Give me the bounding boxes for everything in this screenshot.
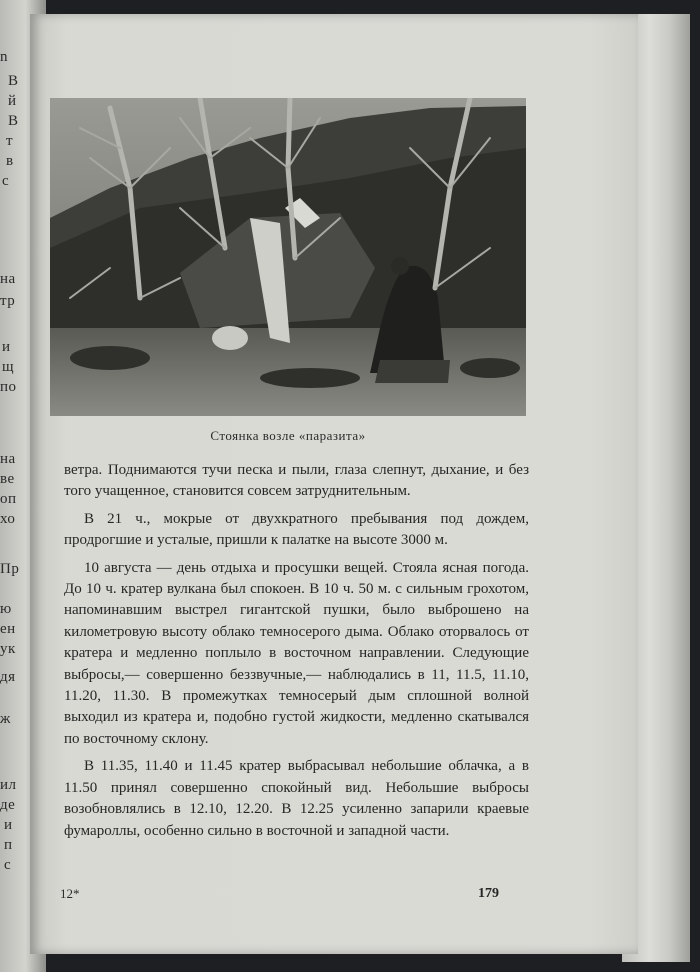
paragraph: 10 августа — день отдыха и просушки вещей. Стояла ясная погода. До 10 ч. кратер вулкана был спокоен. В 10 ч. 50 м. с сильным грохотом, напоминавшим выстрел гигантской пушки, было выброшено на километровую высоту облако темносерого дыма. Облако оторвалось от кратера и медленно поплыло в восточном направлении. Следующие выбросы,— совершенно беззвучные,— наблюдались в 11, 11.5, 11.10, 11.20, 11.30. В промежутках темносерый дым сплошной волной выходил из кратера и, подобно густой жидкости, медленно скатывался по восточному склону. bbox=[64, 559, 529, 747]
left-page-line: й bbox=[8, 93, 17, 109]
left-page-line: на bbox=[0, 451, 16, 467]
left-page-line: в bbox=[6, 153, 14, 169]
left-page-line: хо bbox=[0, 511, 16, 527]
paragraph: В 21 ч., мокрые от двухкратного пребывания под дождем, продрогшие и усталые, пришли к палатке на высоте 3000 м. bbox=[64, 510, 529, 549]
left-page-line: с bbox=[2, 173, 10, 189]
left-page-line: на bbox=[0, 271, 16, 287]
left-page-line: B bbox=[8, 73, 19, 89]
left-page-line: n bbox=[0, 49, 8, 65]
left-page-line: ж bbox=[0, 711, 11, 727]
left-page-line: B bbox=[8, 113, 19, 129]
body-text bbox=[64, 460, 529, 848]
left-page-line: и bbox=[2, 339, 11, 355]
campsite-photo bbox=[50, 98, 526, 416]
left-page-line: ен bbox=[0, 621, 16, 637]
page-number: 179 bbox=[478, 886, 499, 901]
paragraph: ветра. Поднимаются тучи песка и пыли, глаза слепнут, дыхание, и без того учащенное, становится совсем затруднительным. bbox=[64, 462, 529, 500]
paragraph: В 11.35, 11.40 и 11.45 кратер выбрасывал небольшие облачка, а в 11.50 принял совершенно спокойный вид. Небольшие выбросы возобновлялись в 12.10, 12.20. В 12.25 усиленно запарили краевые фумароллы, особенно сильно в восточной и западной части. bbox=[64, 758, 529, 839]
left-page-line: п bbox=[4, 837, 13, 853]
left-page-line: ве bbox=[0, 471, 15, 487]
left-page-line: с bbox=[4, 857, 12, 873]
left-page-line: дя bbox=[0, 669, 16, 685]
left-page-line: тр bbox=[0, 293, 16, 309]
left-page-line: де bbox=[0, 797, 16, 813]
campsite-photo-image bbox=[50, 98, 526, 416]
printer-signature: 12* bbox=[60, 886, 80, 901]
left-page-line: и bbox=[4, 817, 13, 833]
left-page-line: т bbox=[6, 133, 14, 149]
left-page-line: ю bbox=[0, 601, 12, 617]
left-page-line: по bbox=[0, 379, 17, 395]
left-page-line: Пр bbox=[0, 561, 20, 577]
left-page-line: ил bbox=[0, 777, 17, 793]
left-page-line: ук bbox=[0, 641, 16, 657]
left-page-line: щ bbox=[2, 359, 15, 375]
left-page-line: оп bbox=[0, 491, 17, 507]
photo-caption: Стоянка возле «паразита» bbox=[210, 428, 366, 443]
